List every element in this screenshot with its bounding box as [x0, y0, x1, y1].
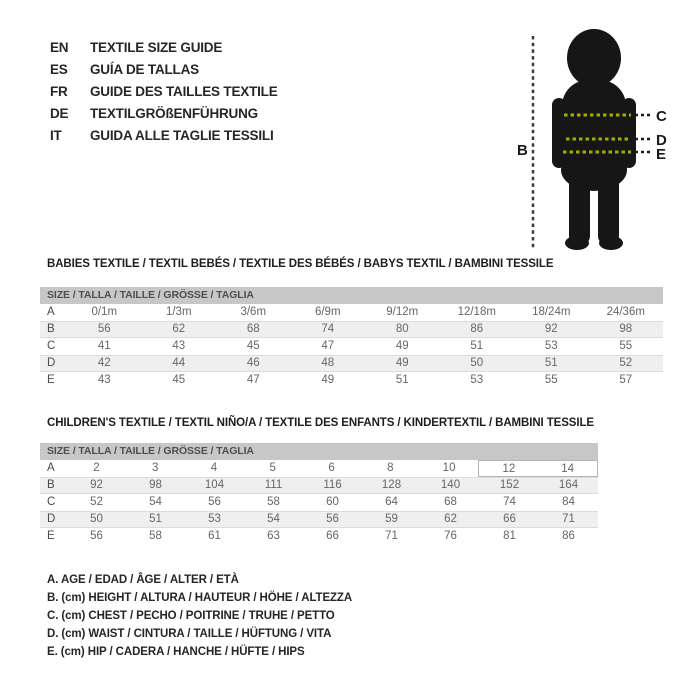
table-cell: 56 — [90, 530, 103, 542]
table-cell: 43 — [172, 340, 186, 352]
language-row — [50, 125, 278, 147]
table-cell: 18/24m — [532, 306, 571, 318]
children-section-title: CHILDREN'S TEXTILE / TEXTIL NIÑO/A / TEXTILE DES ENFANTS / KINDERTEXTIL / BAMBINI TESSILE — [47, 417, 594, 429]
baby-measurement-diagram — [498, 22, 683, 267]
measurement-legend — [47, 571, 352, 661]
table-cell: 86 — [562, 530, 575, 542]
highlighted-size-cell: 12 — [478, 460, 538, 477]
table-cell: 92 — [544, 323, 558, 335]
language-row — [50, 37, 278, 59]
chest-label: C — [656, 108, 667, 125]
language-code: EN — [50, 40, 69, 55]
hip-label: E — [656, 146, 667, 163]
babies-section-title: BABIES TEXTILE / TEXTIL BEBÉS / TEXTILE DES BÉBÉS / BABYS TEXTIL / BAMBINI TESSILE — [47, 258, 554, 270]
table-cell: 111 — [264, 479, 283, 491]
table-cell: 61 — [208, 530, 221, 542]
table-cell: 45 — [246, 340, 260, 352]
table-cell: 44 — [172, 357, 186, 369]
table-cell: 52 — [619, 357, 633, 369]
table-cell: 59 — [385, 513, 398, 525]
language-row — [50, 59, 278, 81]
table-cell: 53 — [544, 340, 558, 352]
table-cell: 49 — [321, 374, 335, 386]
table-row — [40, 321, 663, 338]
table-cell: 50 — [90, 513, 103, 525]
table-cell: 71 — [385, 530, 398, 542]
table-cell: 68 — [246, 323, 260, 335]
table-cell: 3/6m — [240, 306, 267, 318]
table-cell: 152 — [499, 479, 520, 491]
table-row — [40, 528, 598, 545]
children-size-table — [40, 443, 598, 545]
table-cell: 98 — [149, 479, 162, 491]
babies-size-table — [40, 287, 663, 389]
table-cell: 53 — [208, 513, 221, 525]
legend-line: A. AGE / EDAD / ÂGE / ALTER / ETÀ — [47, 574, 239, 586]
table-cell: 48 — [321, 357, 335, 369]
table-cell: 1/3m — [165, 306, 192, 318]
row-label: A — [47, 306, 55, 318]
table-cell: 49 — [395, 357, 409, 369]
babies-size-header-bar: SIZE / TALLA / TAILLE / GRÖSSE / TAGLIA — [40, 287, 663, 304]
highlighted-size-cell: 14 — [538, 460, 598, 477]
table-cell: 46 — [246, 357, 260, 369]
table-cell: 60 — [326, 496, 339, 508]
table-cell: 76 — [444, 530, 457, 542]
language-row — [50, 81, 278, 103]
language-code: IT — [50, 128, 62, 143]
table-cell: 58 — [267, 496, 280, 508]
table-cell: 62 — [444, 513, 457, 525]
table-row — [40, 304, 663, 321]
guide-title: TEXTILE SIZE GUIDE — [90, 40, 223, 55]
table-cell: 80 — [395, 323, 409, 335]
table-cell: 62 — [172, 323, 186, 335]
table-cell: 56 — [208, 496, 221, 508]
row-label: D — [47, 357, 56, 369]
table-cell: 9/12m — [386, 306, 419, 318]
row-label: E — [47, 530, 55, 542]
table-row — [40, 372, 663, 389]
language-row — [50, 103, 278, 125]
table-cell: 2 — [93, 462, 100, 474]
table-cell: 6/9m — [314, 306, 341, 318]
legend-line: E. (cm) HIP / CADERA / HANCHE / HÜFTE / HIPS — [47, 646, 305, 658]
row-label: C — [47, 340, 56, 352]
table-cell: 56 — [97, 323, 111, 335]
row-label: E — [47, 374, 55, 386]
table-cell: 57 — [619, 374, 633, 386]
row-label: B — [47, 479, 55, 491]
table-cell: 8 — [387, 462, 394, 474]
table-cell: 64 — [385, 496, 398, 508]
legend-line: B. (cm) HEIGHT / ALTURA / HAUTEUR / HÖHE / ALTEZZA — [47, 592, 353, 604]
row-label: B — [47, 323, 55, 335]
legend-line: C. (cm) CHEST / PECHO / POITRINE / TRUHE / PETTO — [47, 610, 335, 622]
children-size-header-bar: SIZE / TALLA / TAILLE / GRÖSSE / TAGLIA — [40, 443, 598, 460]
table-row — [40, 477, 598, 494]
table-cell: 52 — [90, 496, 103, 508]
table-cell: 56 — [326, 513, 339, 525]
table-cell: 81 — [503, 530, 516, 542]
legend-line: D. (cm) WAIST / CINTURA / TAILLE / HÜFTUNG / VITA — [47, 628, 332, 640]
table-cell: 41 — [97, 340, 111, 352]
table-cell: 47 — [321, 340, 335, 352]
guide-title: GUIDE DES TAILLES TEXTILE — [90, 84, 278, 99]
table-cell: 3 — [151, 462, 159, 474]
guide-title: TEXTILGRÖßENFÜHRUNG — [90, 106, 258, 121]
table-cell: 128 — [381, 479, 402, 491]
table-cell: 55 — [544, 374, 558, 386]
table-cell: 24/36m — [606, 306, 645, 318]
table-cell: 92 — [90, 479, 103, 491]
table-cell: 116 — [323, 479, 342, 491]
language-code: FR — [50, 84, 68, 99]
row-label: A — [47, 462, 55, 474]
table-cell: 49 — [395, 340, 409, 352]
table-cell: 84 — [562, 496, 575, 508]
table-cell: 74 — [503, 496, 516, 508]
table-cell: 51 — [149, 513, 162, 525]
table-row — [40, 494, 598, 511]
table-cell: 43 — [97, 374, 111, 386]
table-cell: 164 — [558, 479, 579, 491]
table-cell: 6 — [328, 462, 335, 474]
table-cell: 71 — [562, 513, 575, 525]
table-cell: 51 — [544, 357, 558, 369]
row-label: D — [47, 513, 56, 525]
table-row — [40, 338, 663, 355]
row-label: C — [47, 496, 56, 508]
language-title-list — [50, 37, 278, 147]
table-cell: 45 — [172, 374, 186, 386]
table-cell: 0/1m — [91, 306, 118, 318]
table-cell: 5 — [269, 462, 276, 474]
table-cell: 51 — [395, 374, 409, 386]
table-cell: 53 — [470, 374, 484, 386]
table-cell: 4 — [210, 462, 218, 474]
language-code: ES — [50, 62, 68, 77]
table-cell: 54 — [149, 496, 162, 508]
table-cell: 51 — [470, 340, 484, 352]
table-row — [40, 460, 598, 477]
table-row — [40, 511, 598, 528]
guide-title: GUIDA ALLE TAGLIE TESSILI — [90, 128, 274, 143]
table-cell: 86 — [470, 323, 484, 335]
size-figure — [498, 22, 683, 267]
table-cell: 50 — [470, 357, 484, 369]
table-cell: 47 — [246, 374, 260, 386]
table-cell: 104 — [204, 479, 225, 491]
table-cell: 68 — [444, 496, 457, 508]
table-row — [40, 355, 663, 372]
table-cell: 54 — [267, 513, 280, 525]
table-cell: 140 — [440, 479, 461, 491]
guide-title: GUÍA DE TALLAS — [90, 62, 199, 77]
table-cell: 66 — [503, 513, 516, 525]
table-cell: 55 — [619, 340, 633, 352]
table-cell: 98 — [619, 323, 633, 335]
table-cell: 66 — [326, 530, 339, 542]
table-cell: 42 — [97, 357, 111, 369]
language-code: DE — [50, 106, 69, 121]
table-cell: 58 — [149, 530, 162, 542]
table-cell: 74 — [321, 323, 335, 335]
waist-label: D — [656, 132, 667, 149]
table-cell: 10 — [442, 462, 456, 474]
table-cell: 12/18m — [457, 306, 496, 318]
height-label: B — [517, 142, 528, 159]
table-cell: 63 — [267, 530, 280, 542]
